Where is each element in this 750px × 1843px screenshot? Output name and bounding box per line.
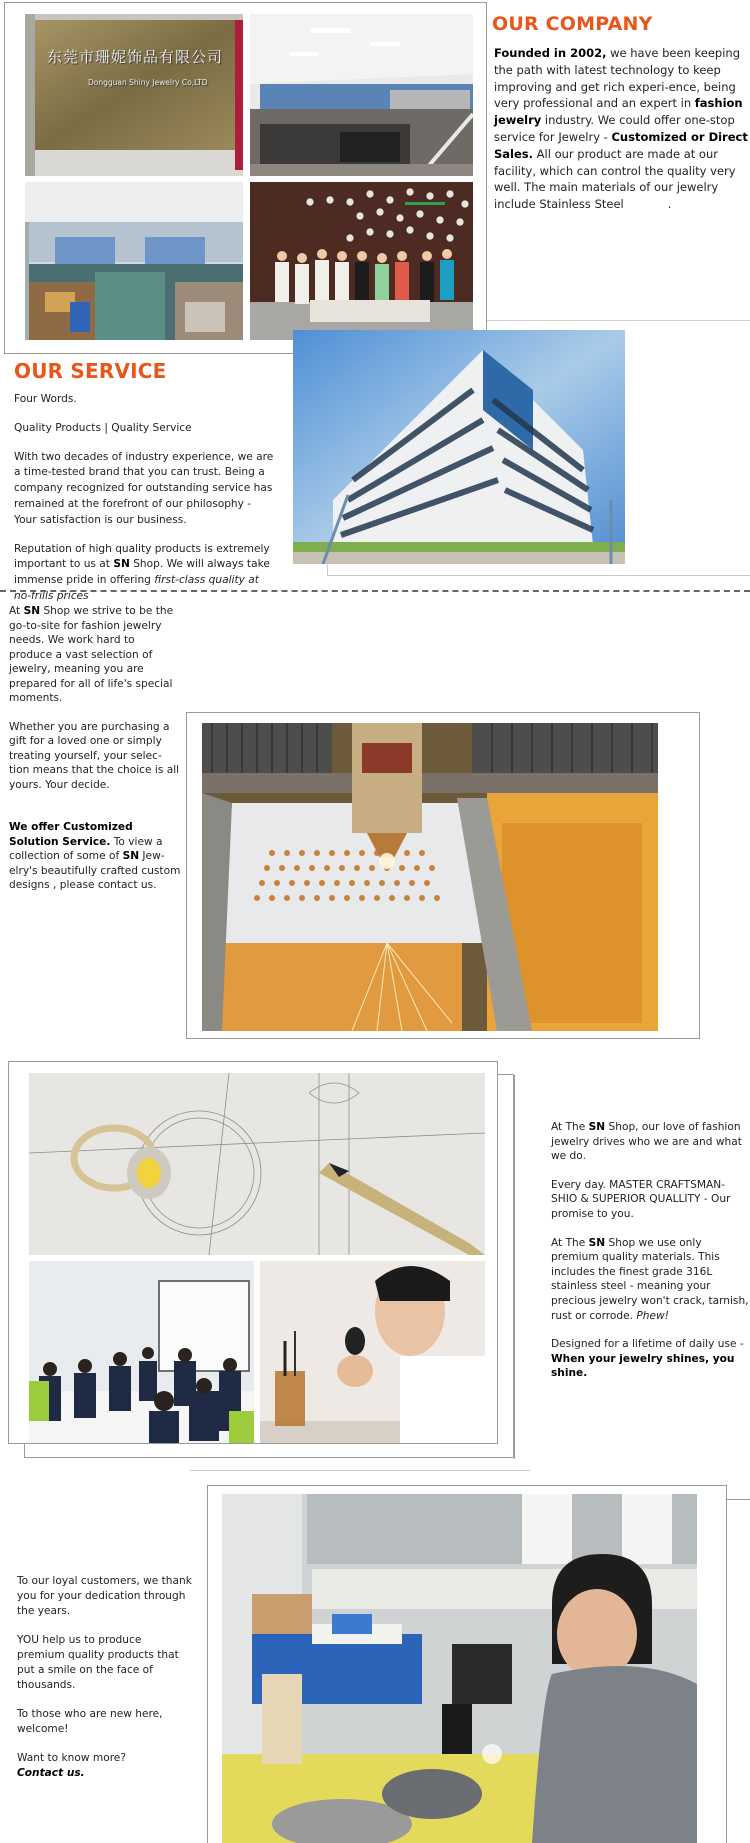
customized-a: To view a collection of some of <box>9 835 163 862</box>
customized-paragraph <box>9 820 181 893</box>
service-paragraph-2 <box>14 542 276 605</box>
service-p2-b: Shop. We will always take immense pride in offering <box>14 558 270 587</box>
strive-b: Shop we strive to be the go-to-site for fashion jewelry needs. We work hard to produce a vast selection of jewelry, meaning you are prepared for all of life's special moments. <box>9 605 174 704</box>
service-title: OUR SERVICE <box>14 359 167 383</box>
brand-sn: SN <box>588 1236 606 1249</box>
strive-paragraph <box>9 604 181 706</box>
designed-a: Designed for a lifetime of daily use - <box>551 1338 744 1351</box>
company-divider <box>487 320 750 321</box>
contact-us-link[interactable]: Contact us. <box>17 1767 85 1779</box>
ring-sketch-photo <box>29 1073 485 1255</box>
loyal-paragraph: To our loyal customers, we thank you for your dedication through the years. <box>17 1575 192 1617</box>
company-paragraph <box>494 45 750 213</box>
shines-bold: When your jewelry shines, you shine. <box>551 1352 735 1380</box>
materials-paragraph <box>551 1236 750 1324</box>
office-photo <box>250 14 473 176</box>
workshop-photo <box>25 182 243 340</box>
welcome-paragraph: To those who are new here, welcome! <box>17 1708 163 1735</box>
fashion-jewelry-bold: fashion jewelry <box>494 96 743 128</box>
founded-bold: Founded in 2002, <box>494 46 607 60</box>
brand-sn: SN <box>23 605 41 617</box>
sign-english-text: Dongguan Shiny Jewelry Co,LTD <box>88 78 208 87</box>
brand-sn: SN <box>588 1121 606 1133</box>
service-text <box>14 392 276 618</box>
company-text-c: All our product are made at our facility, which can control the quality very well. The main materials of our jewelry include Stainless Steel <box>494 146 736 212</box>
love-b: Shop, our love of fashion jewelry drives who we are and what we do. <box>551 1121 742 1163</box>
section5-top-line <box>190 1470 530 1471</box>
company-title: OUR COMPANY <box>492 13 653 35</box>
know-more-text: Want to know more? <box>17 1752 126 1764</box>
love-paragraph <box>551 1120 750 1164</box>
strive-text <box>9 604 181 906</box>
section4-divider <box>514 1075 515 1459</box>
brand-sn: SN <box>122 850 140 862</box>
company-text-a: we have been keeping the path with latest technology to keep improving and get rich experi-ence, being very professional and an expert in <box>494 46 740 111</box>
team-photo <box>250 182 473 340</box>
sign-chinese-text: 东莞市珊妮饰品有限公司 <box>47 48 224 66</box>
strive-a: At <box>9 605 24 617</box>
materials-b: Shop we use only premium quality materials. This includes the finest grade 316L stainless steel - meaning your precious jewelry won't crack, tarnish, rust or corrode. <box>551 1236 749 1322</box>
service-paragraph-1: With two decades of industry experience, we are a time-tested brand that you can trust. Being a company recognized for outstanding service has remained at the forefront of our philosophy - Your satisfaction is our business. <box>14 450 274 526</box>
you-help-paragraph: YOU help us to produce premium quality products that put a smile on the face of thousands. <box>17 1634 179 1691</box>
jeweler-inspecting-photo <box>260 1261 485 1443</box>
loyal-customers-text <box>17 1574 192 1794</box>
know-more-paragraph <box>17 1751 192 1781</box>
brand-sn: SN <box>113 558 130 571</box>
company-text-d: . <box>667 197 672 212</box>
company-sign-photo <box>25 14 243 176</box>
laser-cutting-photo <box>202 723 658 1031</box>
love-a: At The <box>551 1121 589 1133</box>
every-day-paragraph: Every day. MASTER CRAFTSMAN-SHIO & SUPERIOR QUALLITY - Our promise to you. <box>551 1178 731 1220</box>
customized-b: Jew-elry's beautifully crafted custom designs , please contact us. <box>9 850 181 891</box>
materials-a: At The <box>551 1236 589 1249</box>
phew-italic: Phew! <box>636 1309 669 1322</box>
purchasing-paragraph: Whether you are purchasing a gift for a loved one or simply treating yourself, your selec-tion means that the choice is all yours. Your decide. <box>9 720 180 791</box>
building-photo <box>293 330 625 564</box>
service-line-2: Quality Products | Quality Service <box>14 421 192 434</box>
section-divider-1 <box>0 590 750 592</box>
company-text-b: industry. We could offer one-stop service for Jewelry - <box>494 113 735 144</box>
welding-photo <box>222 1494 697 1843</box>
designed-paragraph <box>551 1337 750 1381</box>
customized-bold: Customized or Direct Sales. <box>494 129 748 161</box>
service-line-1: Four Words. <box>14 393 77 405</box>
customized-solution-bold: We offer Customized Solution Service. <box>9 821 133 848</box>
service-italic: first-class quality at no-frills prices <box>14 574 259 602</box>
service-p2-a: Reputation of high quality products is extremely important to us at <box>14 542 270 571</box>
meeting-photo <box>29 1261 254 1443</box>
love-of-fashion-text <box>551 1120 750 1394</box>
